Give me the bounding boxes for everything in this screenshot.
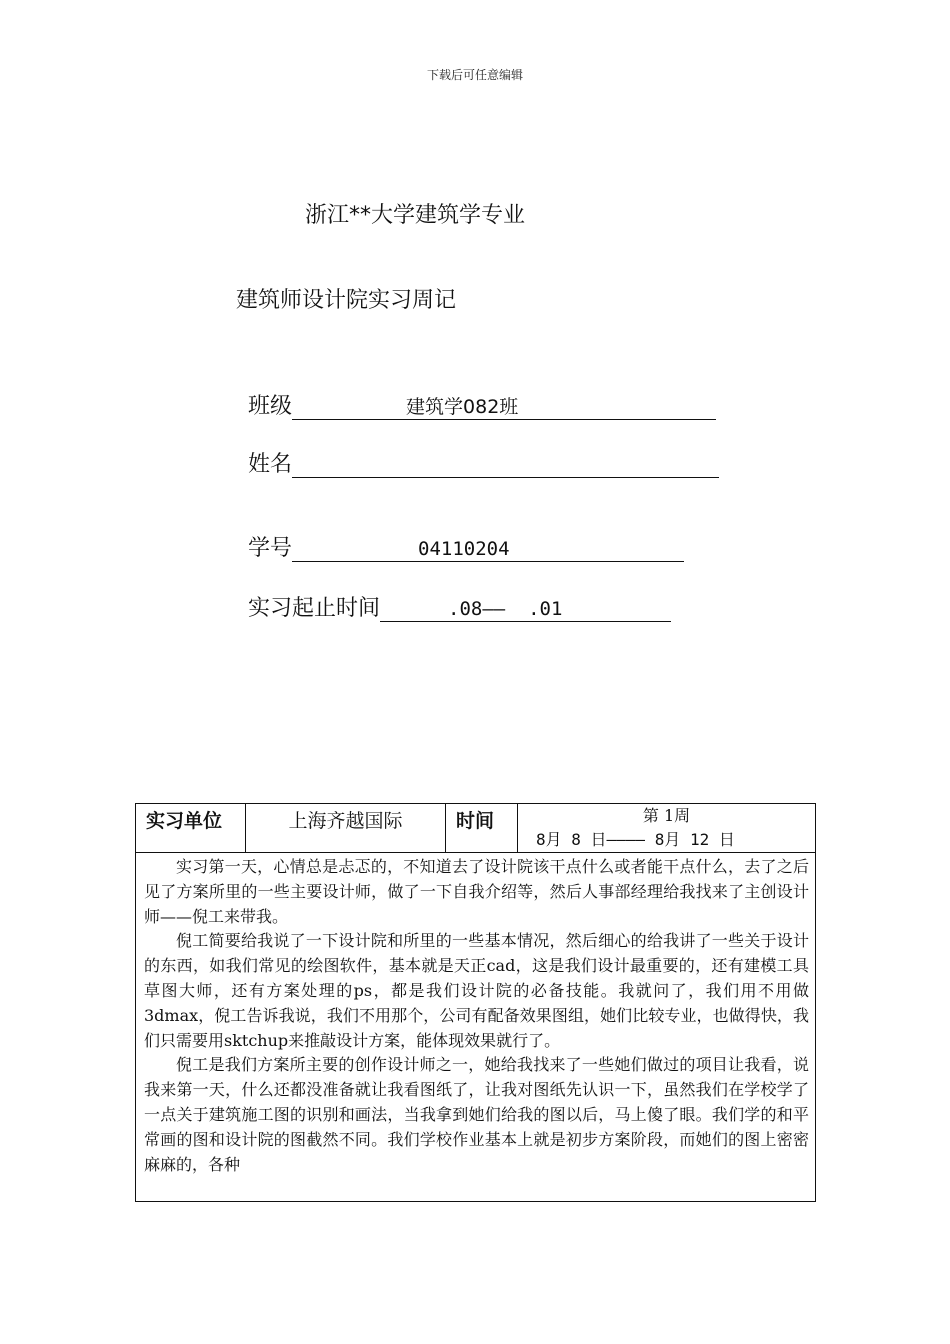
student-id-field — [248, 532, 684, 562]
journal-body — [136, 853, 815, 1201]
internship-report-table — [135, 803, 816, 1202]
name-label: 姓名 — [248, 452, 293, 477]
class-underline — [292, 393, 716, 420]
name-field — [248, 448, 719, 478]
period-field — [248, 592, 671, 622]
header-note: 下载后可任意编辑 — [426, 68, 523, 82]
report-body-row — [136, 853, 816, 1202]
week-number: 第 1周 — [642, 806, 691, 825]
class-field — [248, 390, 716, 420]
student-id-value: 04110204 — [418, 538, 510, 560]
unit-label-cell: 实习单位 — [136, 804, 246, 853]
student-id-label: 学号 — [248, 536, 293, 561]
period-label: 实习起止时间 — [248, 596, 381, 621]
document-title: 浙江**大学建筑学专业 — [305, 203, 526, 228]
journal-paragraph-1: 实习第一天，心情总是忐忑的，不知道去了设计院该干点什么或者能干点什么，去了之后见了方案所里的一些主要设计师，做了一下自我介绍等，然后人事部经理给我找来了主创设计师——倪工来带我。 — [144, 857, 809, 926]
date-range: 8月 8 日———— 8月 12 日 — [536, 830, 735, 849]
time-value-cell — [518, 804, 816, 853]
student-id-underline — [292, 535, 684, 562]
report-header-row — [136, 804, 816, 853]
unit-value-cell: 上海齐越国际 — [246, 804, 446, 853]
period-underline — [380, 595, 671, 622]
time-label-cell: 时间 — [446, 804, 518, 853]
journal-paragraph-3: 倪工是我们方案所主要的创作设计师之一，她给我找来了一些她们做过的项目让我看，说我来第一天，什么还都没准备就让我看图纸了，让我对图纸先认识一下，虽然我们在学校学了一点关于建筑施工图的识别和画法，当我拿到她们给我的图以后，马上傻了眼。我们学的和平常画的图和设计院的图截然不同。我们学校作业基本上就是初步方案阶段，而她们的图上密密麻麻的，各种 — [144, 1055, 809, 1174]
class-value: 建筑学082班 — [406, 396, 519, 418]
name-underline — [292, 451, 719, 478]
class-label: 班级 — [248, 394, 293, 419]
period-value: .08—— .01 — [448, 598, 563, 620]
document-subtitle: 建筑师设计院实习周记 — [236, 288, 457, 313]
journal-paragraph-2: 倪工简要给我说了一下设计院和所里的一些基本情况，然后细心的给我讲了一些关于设计的东西，如我们常见的绘图软件，基本就是天正cad，这是我们设计最重要的，还有建模工具草图大师，还有方案处理的ps，都是我们设计院的必备技能。我就问了，我们用不用做3dmax，倪工告诉我说，我们不用那个，公司有配备效果图组，她们比较专业，也做得快，我们只需要用sktchup来推敲设计方案，能体现效果就行了。 — [144, 931, 809, 1050]
